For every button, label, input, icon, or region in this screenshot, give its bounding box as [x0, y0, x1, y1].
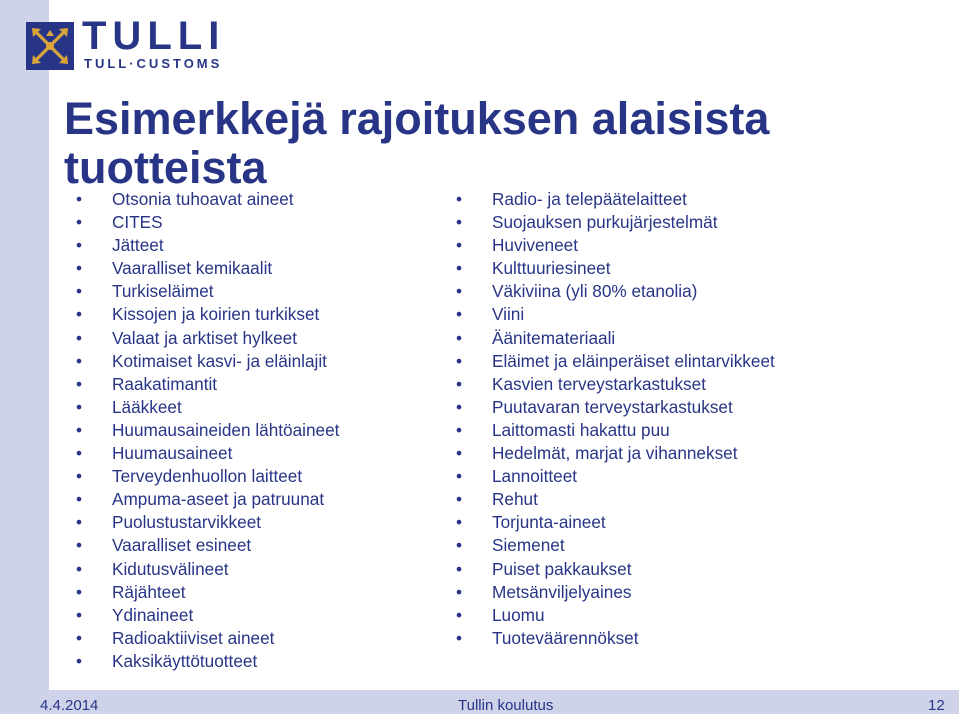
list-item: • Siemenet [456, 534, 896, 557]
list-item: • Otsonia tuhoavat aineet [76, 188, 436, 211]
list-item: • Puiset pakkaukset [456, 558, 896, 581]
list-item: • Ampuma-aseet ja patruunat [76, 488, 436, 511]
list-item: • Kaksikäyttötuotteet [76, 650, 436, 673]
list-item: • Väkiviina (yli 80% etanolia) [456, 280, 896, 303]
logo-tagline: TULL·CUSTOMS [84, 56, 223, 71]
left-sidebar-band [0, 0, 49, 690]
list-item: • Puolustustarvikkeet [76, 511, 436, 534]
list-item: • Metsänviljelyaines [456, 581, 896, 604]
list-item: • Lannoitteet [456, 465, 896, 488]
list-item: • Hedelmät, marjat ja vihannekset [456, 442, 896, 465]
list-item: • Kissojen ja koirien turkikset [76, 303, 436, 326]
list-item: • Kidutusvälineet [76, 558, 436, 581]
list-item: • Kasvien terveystarkastukset [456, 373, 896, 396]
list-item: • Radioaktiiviset aineet [76, 627, 436, 650]
tulli-emblem-icon [26, 22, 74, 70]
list-item: • Suojauksen purkujärjestelmät [456, 211, 896, 234]
list-item: • Valaat ja arktiset hylkeet [76, 327, 436, 350]
list-item: • Ydinaineet [76, 604, 436, 627]
footer-title: Tullin koulutus [458, 697, 554, 714]
slide-title: Esimerkkejä rajoituksen alaisista tuotteista [64, 93, 770, 193]
list-item: • Jätteet [76, 234, 436, 257]
left-bullet-list [76, 188, 436, 673]
list-item: • Huviveneet [456, 234, 896, 257]
list-item: • CITES [76, 211, 436, 234]
footer-date: 4.4.2014 [40, 697, 99, 714]
list-item: • Raakatimantit [76, 373, 436, 396]
list-item: • Räjähteet [76, 581, 436, 604]
list-item: • Kotimaiset kasvi- ja eläinlajit [76, 350, 436, 373]
list-item: • Viini [456, 303, 896, 326]
list-item: • Laittomasti hakattu puu [456, 419, 896, 442]
list-item: • Terveydenhuollon laitteet [76, 465, 436, 488]
list-item: • Kulttuuriesineet [456, 257, 896, 280]
logo-wordmark: TULLI [82, 14, 226, 58]
list-item: • Vaaralliset kemikaalit [76, 257, 436, 280]
list-item: • Torjunta-aineet [456, 511, 896, 534]
list-item: • Tuoteväärennökset [456, 627, 896, 650]
page-number: 12 [928, 697, 945, 714]
list-item: • Huumausaineet [76, 442, 436, 465]
list-item: • Vaaralliset esineet [76, 534, 436, 557]
list-item: • Äänitemateriaali [456, 327, 896, 350]
list-item: • Radio- ja telepäätelaitteet [456, 188, 896, 211]
right-bullet-list [456, 188, 896, 650]
list-item: • Turkiseläimet [76, 280, 436, 303]
list-item: • Lääkkeet [76, 396, 436, 419]
list-item: • Luomu [456, 604, 896, 627]
list-item: • Puutavaran terveystarkastukset [456, 396, 896, 419]
list-item: • Rehut [456, 488, 896, 511]
list-item: • Eläimet ja eläinperäiset elintarvikkeet [456, 350, 896, 373]
list-item: • Huumausaineiden lähtöaineet [76, 419, 436, 442]
